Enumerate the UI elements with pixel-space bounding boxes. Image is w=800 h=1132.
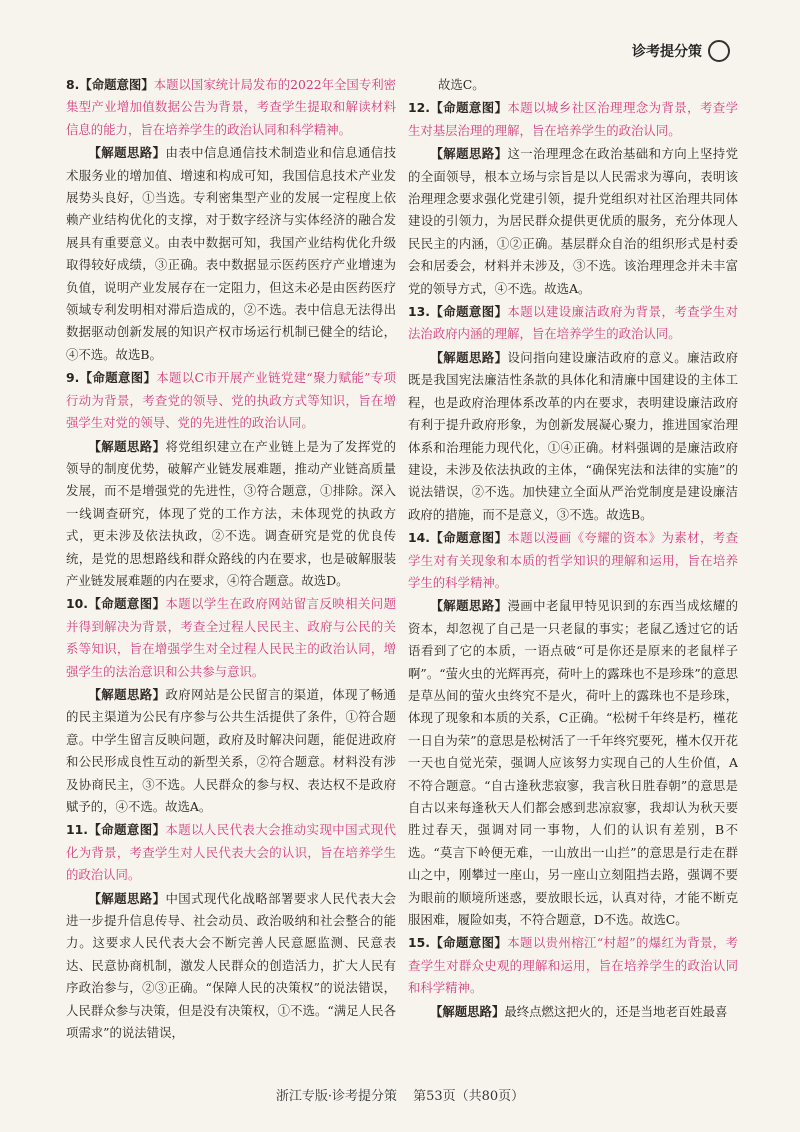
- paragraph-q13a: [408, 301, 738, 346]
- question-number: 13.: [408, 304, 430, 320]
- paragraph-text: 设问指向建设廉洁政府的意义。廉洁政府既是我国宪法廉洁性条款的具体化和清廉中国建设的主体工程，也是政府治理体系改革的内在要求，表明建设廉洁政府有利于提升政府形象，为创新发展凝心聚力，推进国家治理体系和治理能力现代化，①④正确。材料强调的是廉洁政府建设，未涉及依法执政的主体，“确保宪法和法律的实施”的说法错误，②不选。加快建立全面从严治党制度是建设廉洁政府的措施，而不是意义，③不选。故选B。: [408, 349, 739, 522]
- paragraph-text: 本题以贵州榕江“村超”的爆红为背景，考查学生对群众史观的理解和运用，旨在培养学生的政治认同和科学精神。: [408, 935, 739, 996]
- question-number: 8.: [66, 77, 80, 92]
- paragraph-text: 由表中信息通信技术制造业和信息通信技术服务业的增加值、增速和构成可知，我国信息技术产业发展势头良好，①当选。专利密集型产业的发展一定程度上依赖产业结构优化的支撑，对于数字经济与实体经济的融合发展具有重要意义。由表中数据可知，我国产业结构优化升级取得较好成绩，③正确。表中数据显示医药医疗产业增速为负值，说明产业发展存在一定阻力，但这未必是由医药医疗领域专利发明相对滞后造成的，②不选。表中信息无法得出数据驱动创新发展的知识产权市场运行机制已健全的结论，④不选。故选B。: [66, 145, 397, 362]
- section-tag: 【解题思路】: [430, 349, 508, 365]
- paragraph-q12a: [408, 97, 738, 142]
- paragraph-text: 本题以城乡社区治理理念为背景，考查学生对基层治理的理解，旨在培养学生的政治认同。: [408, 100, 739, 138]
- section-tag: 【命题意图】: [429, 530, 508, 546]
- section-tag: 【解题思路】: [88, 686, 166, 702]
- section-tag: 【命题意图】: [429, 304, 508, 320]
- paragraph-q10a: [66, 593, 396, 683]
- question-number: 15.: [408, 935, 430, 951]
- paragraph-text: 将党组织建立在产业链上是为了发挥党的领导的制度优势，破解产业链发展难题，推动产业链高质量发展，而不是增强党的先进性，③符合题意，①排除。深入一线调查研究，体现了党的工作方法，未体现党的执政方式，更未涉及依法执政，②不选。调查研究是党的优良传统，是党的思想路线和群众路线的内在要求，也是破解服装产业链发展难题的内在要求，④符合题意。故选D。: [66, 438, 397, 588]
- paragraph-text: 本题以人民代表大会推动实现中国式现代化为背景，考查学生对人民代表大会的认识，旨在培养学生的政治认同。: [66, 822, 397, 883]
- section-tag: 【命题意图】: [87, 596, 166, 612]
- paragraph-q14a: [408, 527, 738, 594]
- section-tag: 【解题思路】: [88, 145, 166, 161]
- paragraph-text: 漫画中老鼠甲特见识到的东西当成炫耀的资本，却忽视了自己是一只老鼠的事实；老鼠乙透过它的话语看到了它的本质，一语点破“可是你还是原来的老鼠样子啊”。“萤火虫的光辉再亮，荷叶上的露珠也不是珍珠”的意思是草丛间的萤火虫终究不是火，荷叶上的露珠也不是珍珠，体现了现象和本质的关系，C正确。“松树千年终是朽，槿花一日自为荣”的意思是松树活了一千年终究要死，槿木仅开花一天也自觉光荣，强调人应该努力实现自己的人生价值，A不符合题意。“自古逢秋悲寂寥，我言秋日胜春朝”的意思是自古以来每逢秋天人们都会感到悲凉寂寥，我却认为秋天要胜过春天，强调对同一事物，人们的认识有差别，B不选。“莫言下岭便无难，一山放出一山拦”的意思是行走在群山之中，刚攀过一座山，另一座山立刻阻挡去路，强调不要为眼前的顺境所迷惑，要放眼长远，认真对待，才能不断克服困难，履险如夷，不符合题意，D不选。故选C。: [408, 598, 739, 928]
- right-column: [408, 74, 738, 1045]
- question-number: 12.: [408, 100, 430, 116]
- paragraph-q11b: [66, 888, 396, 1045]
- question-number: 14.: [408, 530, 430, 546]
- paragraph-text: 故选C。: [438, 77, 485, 92]
- paragraph-text: 这一治理理念在政治基础和方向上坚持党的全面领导，根本立场与宗旨是以人民需求为導向，表明该治理理念要求强化党建引领，提升党组织对社区治理共同体建设的引领力，为居民群众提供更优质的服务，充分体现人民民主的内涵，①②正确。基层群众自治的组织形式是村委会和居委会，材料并未涉及，③不选。该治理理念并未丰富党的领导方式，④不选。故选A。: [408, 146, 739, 296]
- paragraph-text: 本题以C市开展产业链党建“聚力赋能”专项行动为背景，考查党的领导、党的执政方式等知识，旨在增强学生对党的领导、党的先进性的政治认同。: [66, 370, 396, 431]
- footer-book-title: 浙江专版·诊考提分策: [275, 1089, 397, 1104]
- paragraph-q13b: [408, 347, 738, 526]
- left-column: [66, 74, 396, 1045]
- section-tag: 【解题思路】: [430, 146, 508, 162]
- page-body: [66, 74, 738, 1045]
- paragraph-q14b: [408, 595, 738, 931]
- paragraph-text: 本题以建设廉洁政府为背景，考查学生对法治政府内涵的理解，旨在培养学生的政治认同。: [408, 304, 739, 342]
- section-tag: 【命题意图】: [79, 370, 157, 386]
- paragraph-q12b: [408, 143, 738, 300]
- header-title: 诊考提分策: [632, 44, 702, 60]
- question-number: 11.: [66, 822, 88, 838]
- paragraph-text: 中国式现代化战略部署要求人民代表大会进一步提升信息传导、社会动员、政治吸纳和社会整合的能力。这要求人民代表大会不断完善人民意愿监测、民意表达、民意协商机制，激发人民群众的创造活力，扩大人民有序政治参与，②③正确。“保障人民的决策权”的说法错误，人民群众参与决策，但是没有决策权，①不选。“满足人民各项需求”的说法错误，: [66, 890, 397, 1041]
- paragraph-q8b: [66, 142, 396, 366]
- paragraph-text: 本题以国家统计局发布的2022年全国专利密集型产业增加值数据公告为背景，考查学生提取和解读材料信息的能力，旨在培养学生的政治认同和科学精神。: [66, 77, 396, 137]
- section-tag: 【命题意图】: [429, 100, 508, 116]
- paragraph-q9b: [66, 436, 396, 593]
- section-tag: 【命题意图】: [79, 77, 154, 92]
- brand-logo-icon: [708, 40, 730, 62]
- two-column-layout: [66, 74, 738, 1045]
- paragraph-q11c: [438, 74, 738, 96]
- paragraph-text: 政府网站是公民留言的渠道，体现了畅通的民主渠道为公民有序参与公共生活提供了条件，①符合题意。中学生留言反映问题，政府及时解决问题，能促进政府和公民形成良性互动的新型关系，②符合题意。材料没有涉及协商民主，③不选。人民群众的参与权、表达权不是政府赋予的，④不选。故选A。: [66, 686, 397, 814]
- paragraph-q15a: [408, 932, 738, 999]
- section-tag: 【解题思路】: [88, 438, 166, 454]
- question-number: 10.: [66, 596, 88, 612]
- paragraph-q8a: [66, 74, 396, 141]
- section-tag: 【命题意图】: [429, 935, 508, 951]
- paragraph-text: 本题以漫画《夸耀的资本》为素材，考查学生对有关现象和本质的哲学知识的理解和运用，旨在培养学生的科学精神。: [408, 530, 739, 590]
- page-footer: [0, 1085, 800, 1104]
- paragraph-q15b: [408, 1001, 738, 1023]
- paragraph-q9a: [66, 367, 396, 434]
- question-number: 9.: [66, 370, 80, 386]
- page-header: [632, 40, 730, 62]
- paragraph-text: 最终点燃这把火的，还是当地老百姓最喜: [504, 1003, 728, 1019]
- paragraph-text: 本题以学生在政府网站留言反映相关问题并得到解决为背景，考查全过程人民民主、政府与公民的关系等知识，旨在增强学生对全过程人民民主的政治认同，增强学生的法治意识和公共参与意识。: [66, 596, 397, 679]
- paragraph-q11a: [66, 819, 396, 886]
- section-tag: 【命题意图】: [87, 822, 166, 838]
- paragraph-q10b: [66, 684, 396, 818]
- section-tag: 【解题思路】: [430, 598, 508, 614]
- section-tag: 【解题思路】: [88, 890, 166, 906]
- section-tag: 【解题思路】: [430, 1003, 505, 1019]
- footer-page-number: 第53页（共80页）: [413, 1089, 525, 1104]
